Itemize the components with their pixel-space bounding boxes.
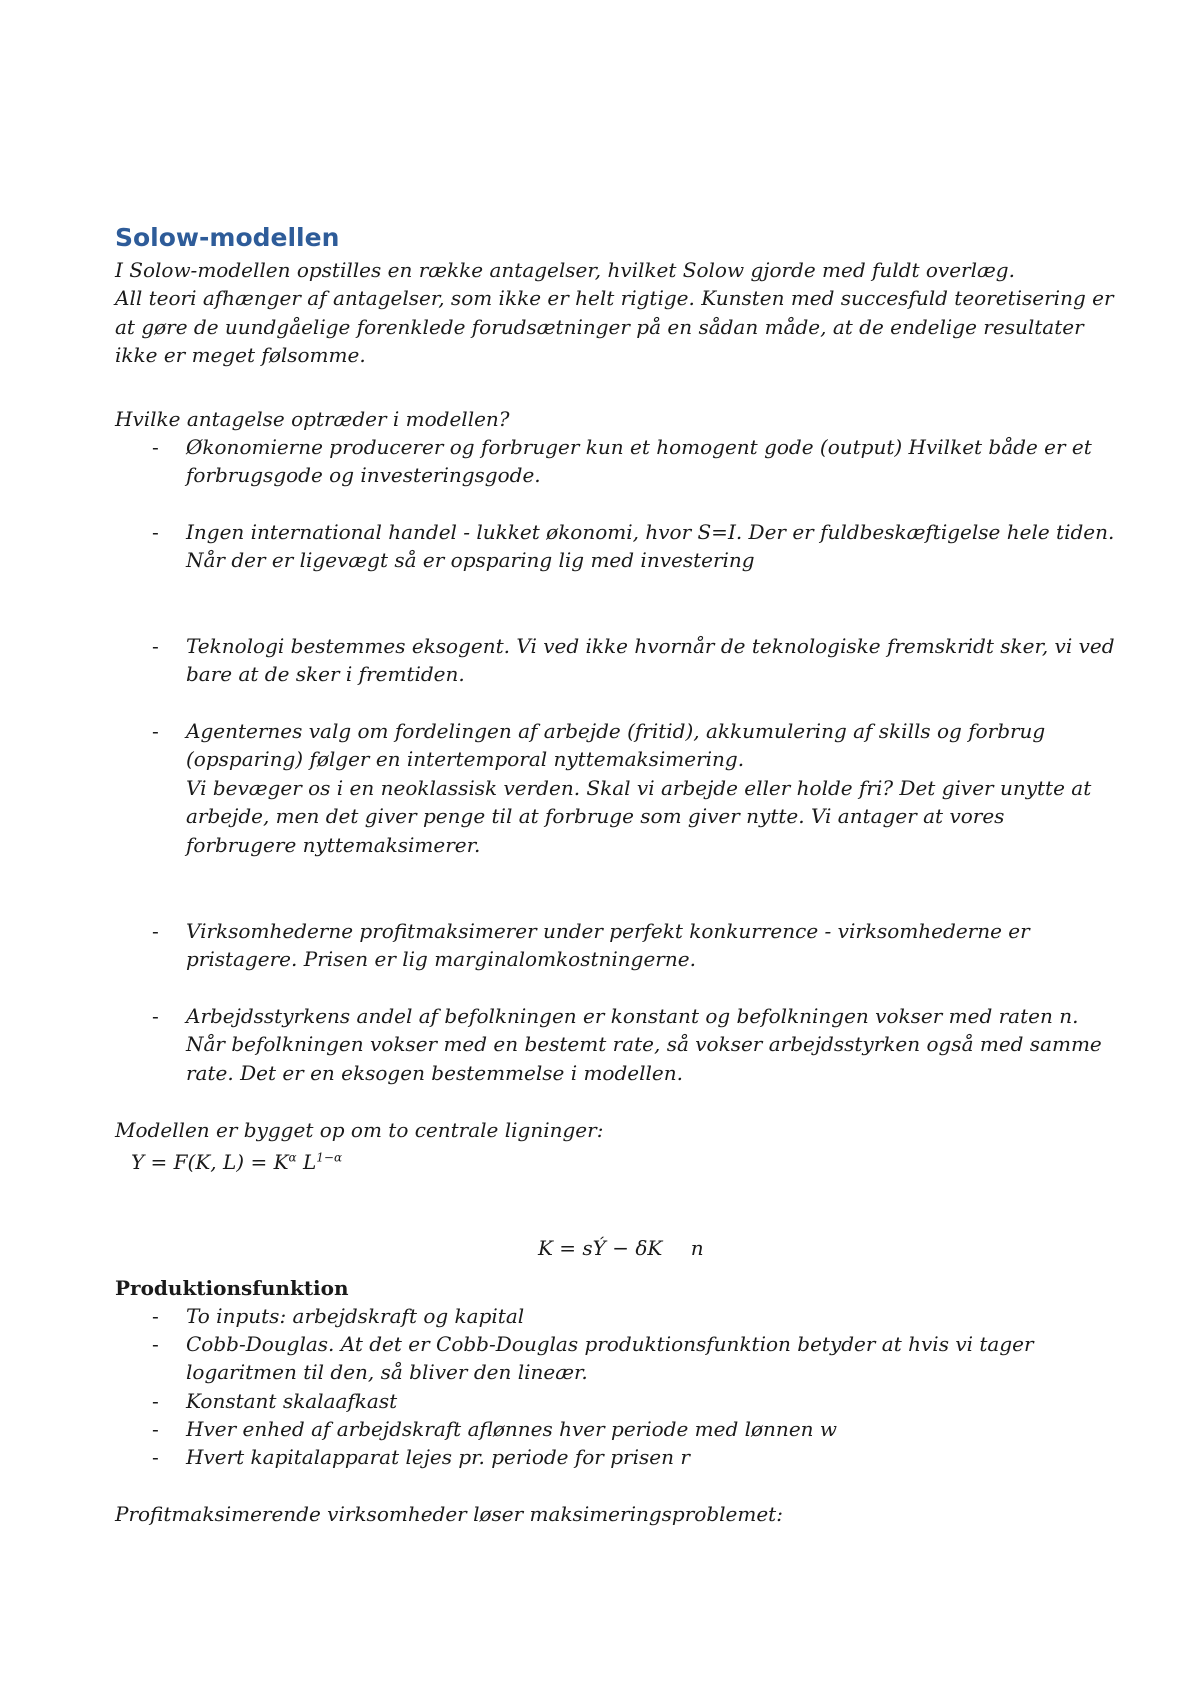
assumption-line: (opsparing) følger en intertemporal nyttemaksimering. [186, 747, 745, 772]
bullet-marker: - [152, 435, 159, 459]
production-line: Cobb-Douglas. At det er Cobb-Douglas produktionsfunktion betyder at hvis vi tager [186, 1332, 1034, 1356]
production-item [186, 1302, 1106, 1330]
assumption-line: bare at de sker i fremtiden. [186, 662, 465, 687]
intro-line: at gøre de uundgåelige forenklede forudsætninger på en sådan måde, at de endelige resultater [115, 314, 1084, 339]
assumption-line: Teknologi bestemmes eksogent. Vi ved ikke hvornår de teknologiske fremskridt sker, vi ved [186, 634, 1115, 658]
assumption-line: Når der er ligevægt så er opsparing lig med investering [186, 548, 755, 573]
closing-paragraph: Profitmaksimerende virksomheder løser maksimeringsproblemet: [115, 1502, 783, 1526]
equations-intro: Modellen er bygget op om to centrale ligninger: [115, 1118, 604, 1142]
equation-text: L [296, 1150, 317, 1174]
assumption-line: arbejde, men det giver penge til at forbruge som giver nytte. Vi antager at vores [186, 804, 1005, 829]
intro-line: I Solow-modellen opstilles en række antagelser, hvilket Solow gjorde med fuldt overlæg. [115, 258, 1015, 282]
bullet-marker: - [152, 719, 159, 743]
bullet-marker: - [152, 1445, 159, 1469]
assumption-line: Økonomierne producerer og forbruger kun et homogent gode (output) Hvilket både er et [186, 435, 1092, 459]
assumption-item [186, 717, 1106, 859]
bullet-marker: - [152, 1332, 159, 1356]
production-function-equation [131, 1150, 342, 1174]
production-item [186, 1330, 1106, 1387]
assumption-line: Arbejdsstyrkens andel af befolkningen er konstant og befolkningen vokser med raten n. [186, 1004, 1079, 1028]
production-item [186, 1415, 1106, 1443]
bullet-marker: - [152, 919, 159, 943]
section-heading: Solow-modellen [115, 223, 340, 252]
assumption-item [186, 1002, 1106, 1087]
equation-text: K = sÝ − δK [538, 1236, 663, 1260]
assumption-item [186, 433, 1106, 490]
intro-paragraph [115, 256, 1114, 370]
assumption-line: Virksomhederne profitmaksimerer under perfekt konkurrence - virksomhederne er [186, 919, 1030, 943]
bullet-marker: - [152, 634, 159, 658]
production-line: Konstant skalaafkast [186, 1389, 398, 1413]
equation-exponent: 1−α [316, 1150, 343, 1165]
assumption-line: rate. Det er en eksogen bestemmelse i modellen. [186, 1060, 683, 1085]
production-line: Hvert kapitalapparat lejes pr. periode for prisen r [186, 1445, 690, 1469]
intro-line: All teori afhænger af antagelser, som ikke er helt rigtige. Kunsten med succesfuld teoretisering er [115, 286, 1114, 311]
assumption-line: Når befolkningen vokser med en bestemt rate, så vokser arbejdsstyrken også med samme [186, 1032, 1102, 1057]
assumption-line: pristagere. Prisen er lig marginalomkostningerne. [186, 947, 696, 972]
equation-exponent: α [288, 1150, 297, 1165]
intro-line: ikke er meget følsomme. [115, 343, 366, 368]
assumption-line: forbrugere nyttemaksimerer. [186, 832, 481, 857]
production-line: To inputs: arbejdskraft og kapital [186, 1304, 525, 1328]
production-line: logaritmen til den, så bliver den lineær. [186, 1360, 588, 1385]
bullet-marker: - [152, 1417, 159, 1441]
assumption-item [186, 632, 1115, 689]
assumption-line: forbrugsgode og investeringsgode. [186, 463, 541, 488]
production-function-heading: Produktionsfunktion [115, 1276, 349, 1300]
bullet-marker: - [152, 1004, 159, 1028]
production-line: Hver enhed af arbejdskraft aflønnes hver periode med lønnen w [186, 1417, 838, 1441]
assumptions-question: Hvilke antagelse optræder i modellen? [115, 407, 510, 431]
assumption-item [186, 917, 1106, 974]
bullet-marker: - [152, 520, 159, 544]
bullet-marker: - [152, 1389, 159, 1413]
production-item [186, 1443, 1106, 1471]
equation-text: Y = F(K, L) = K [131, 1150, 289, 1174]
bullet-marker: - [152, 1304, 159, 1328]
equation-tag: n [690, 1236, 704, 1260]
production-item [186, 1387, 1106, 1415]
assumption-line: Ingen international handel - lukket økonomi, hvor S=I. Der er fuldbeskæftigelse hele tiden. [186, 520, 1115, 544]
capital-accumulation-equation [538, 1236, 704, 1260]
assumption-line: Agenternes valg om fordelingen af arbejde (fritid), akkumulering af skills og forbrug [186, 719, 1046, 743]
assumption-item [186, 518, 1115, 575]
assumption-line: Vi bevæger os i en neoklassisk verden. Skal vi arbejde eller holde fri? Det giver unytte at [186, 775, 1092, 800]
